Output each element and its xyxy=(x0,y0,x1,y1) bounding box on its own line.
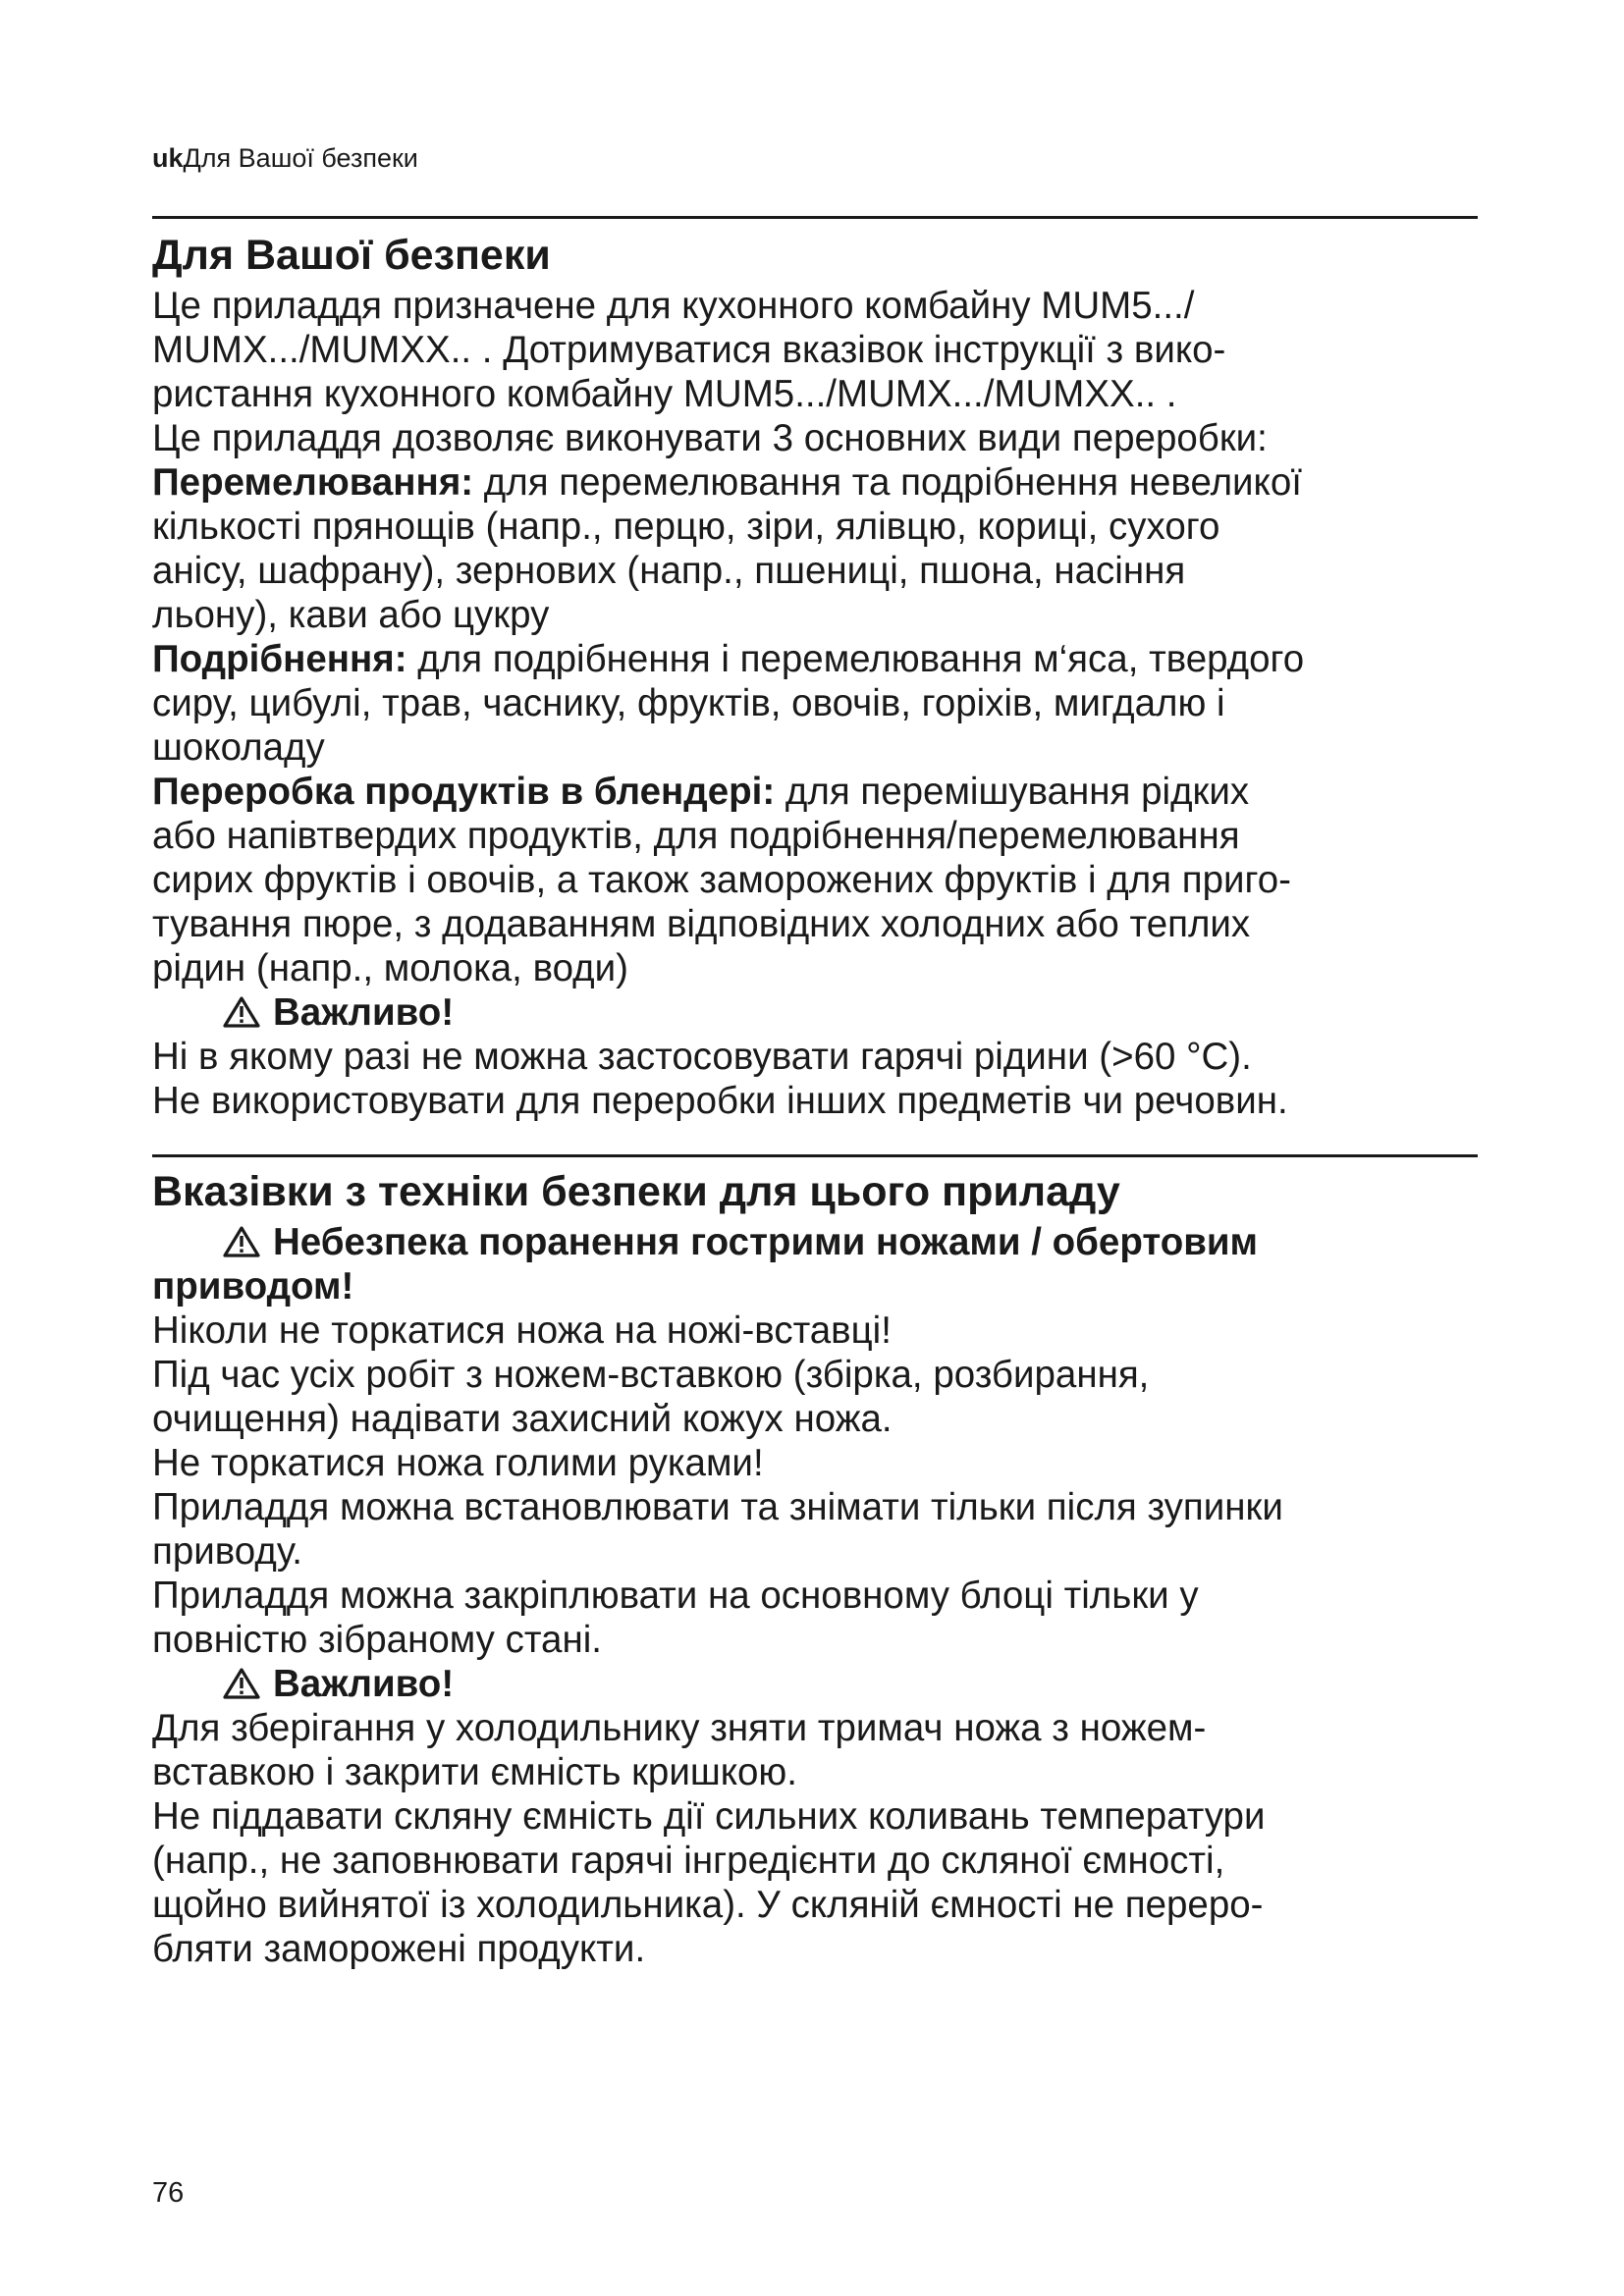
grinding-text: для перемелювання та подрібнення невеликої xyxy=(473,461,1302,504)
warning-triangle-icon xyxy=(222,1667,261,1700)
page-number: 76 xyxy=(152,2177,185,2209)
warning-title xyxy=(152,1662,1488,1706)
intro-line: MUMX.../MUMXX.. . Дотримуватися вказівок інструкції з вико- xyxy=(152,329,1226,371)
danger-line: Під час усіх робіт з ножем-вставкою (збірка, розбирання, xyxy=(152,1354,1150,1396)
warning-line: Ні в якому разі не можна застосовувати гарячі рідини (>60 °C). xyxy=(152,1036,1252,1078)
danger-title-text: Небезпека поранення гострими ножами / обертовим xyxy=(273,1221,1259,1263)
chopping-line: шоколаду xyxy=(152,726,325,769)
section-divider xyxy=(152,1154,1478,1157)
warning-line: вставкою і закрити ємність кришкою. xyxy=(152,1751,797,1793)
danger-line: Ніколи не торкатися ножа на ножі-вставці! xyxy=(152,1309,892,1352)
header-lang-code: uk xyxy=(152,143,184,173)
blending-line xyxy=(152,770,1488,814)
warning-line: бляти заморожені продукти. xyxy=(152,1928,646,1970)
warning-triangle-icon xyxy=(222,1225,261,1258)
danger-title-continued: приводом! xyxy=(152,1265,354,1308)
warning-line: Не піддавати скляну ємність дії сильних коливань температури xyxy=(152,1795,1266,1838)
blending-line: або напівтвердих продуктів, для подрібнення/перемелювання xyxy=(152,815,1240,857)
running-header xyxy=(152,141,418,175)
intro-line: ристання кухонного комбайну MUM5.../MUMX.../MUMXX.. . xyxy=(152,373,1177,415)
grinding-line: льону), кави або цукру xyxy=(152,594,550,636)
section-device-safety xyxy=(152,1166,1488,1971)
chopping-text: для подрібнення і перемелювання м‘яса, твердого xyxy=(406,638,1305,680)
chopping-label: Подрібнення: xyxy=(152,638,407,680)
warning-title-text: Важливо! xyxy=(273,991,455,1034)
blending-line: тування пюре, з додаванням відповідних холодних або теплих xyxy=(152,903,1251,945)
grinding-label: Перемелювання: xyxy=(152,461,474,504)
intro-line: Це приладдя дозволяє виконувати 3 основних види переробки: xyxy=(152,417,1268,459)
blending-line: сирих фруктів і овочів, а також заморожених фруктів і для приго- xyxy=(152,859,1291,901)
warning-triangle-icon xyxy=(222,995,261,1029)
danger-line: Приладдя можна закріплювати на основному блоці тільки у xyxy=(152,1575,1199,1617)
danger-line: Не торкатися ножа голими руками! xyxy=(152,1442,764,1484)
section-heading: Для Вашої безпеки xyxy=(152,232,551,279)
blending-line: рідин (напр., молока, води) xyxy=(152,947,628,989)
grinding-line: анісу, шафрану), зернових (напр., пшениці, пшона, насіння xyxy=(152,550,1186,592)
section-heading: Вказівки з техніки безпеки для цього приладу xyxy=(152,1168,1120,1215)
blending-label: Переробка продуктів в блендері: xyxy=(152,771,776,813)
header-section-title: Для Вашої безпеки xyxy=(183,143,418,173)
chopping-line xyxy=(152,637,1488,681)
warning-line: (напр., не заповнювати гарячі інгредієнти до скляної ємності, xyxy=(152,1840,1225,1882)
danger-line: очищення) надівати захисний кожух ножа. xyxy=(152,1398,893,1440)
blending-text: для перемішування рідких xyxy=(775,771,1250,813)
grinding-line xyxy=(152,460,1488,505)
danger-line: приводу. xyxy=(152,1530,302,1573)
danger-line: Приладдя можна встановлювати та знімати тільки після зупинки xyxy=(152,1486,1283,1528)
warning-line: щойно вийнятої із холодильника). У скляній ємності не переро- xyxy=(152,1884,1264,1926)
warning-title xyxy=(152,990,1488,1035)
section-divider xyxy=(152,216,1478,219)
danger-line: повністю зібраному стані. xyxy=(152,1619,602,1661)
intro-line: Це приладдя призначене для кухонного комбайну MUM5.../ xyxy=(152,285,1195,327)
warning-title-text: Важливо! xyxy=(273,1663,455,1705)
grinding-line: кількості прянощів (напр., перцю, зіри, ялівцю, кориці, сухого xyxy=(152,506,1220,548)
warning-line: Для зберігання у холодильнику зняти тримач ножа з ножем- xyxy=(152,1707,1207,1749)
danger-title xyxy=(152,1220,1488,1264)
section-safety xyxy=(152,230,1488,1123)
chopping-line: сиру, цибулі, трав, часнику, фруктів, овочів, горіхів, мигдалю і xyxy=(152,682,1225,724)
warning-line: Не використовувати для переробки інших предметів чи речовин. xyxy=(152,1080,1288,1122)
